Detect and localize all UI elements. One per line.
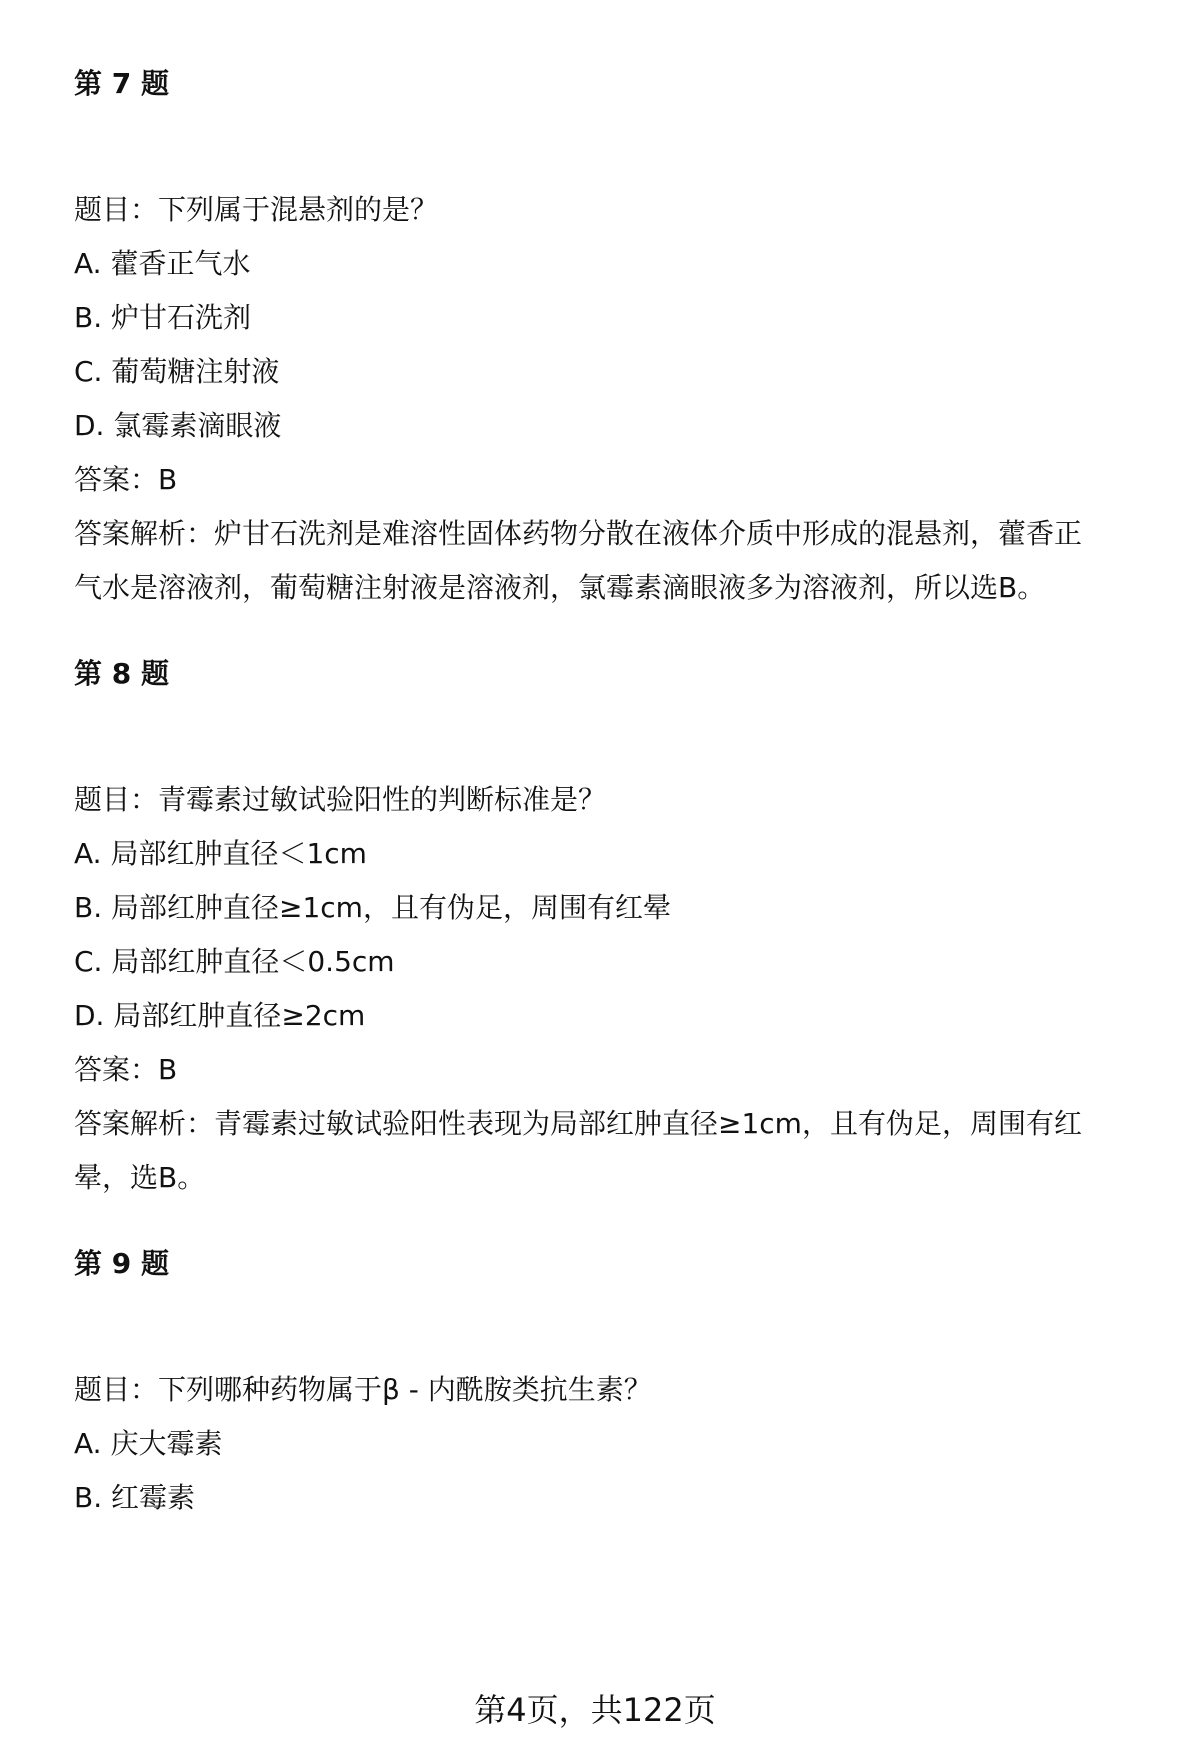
- option-a: A. 藿香正气水: [74, 247, 251, 280]
- option-b: B. 炉甘石洗剂: [74, 301, 252, 334]
- question-heading: 第 8 题: [74, 657, 169, 690]
- question-heading: 第 9 题: [74, 1247, 169, 1280]
- answer: 答案：B: [74, 463, 178, 496]
- answer: 答案：B: [74, 1053, 178, 1086]
- option-d: D. 局部红肿直径≥2cm: [74, 999, 366, 1032]
- question-text: 题目：下列属于混悬剂的是？: [74, 193, 439, 226]
- option-a: A. 庆大霉素: [74, 1427, 223, 1460]
- analysis-line-1: 答案解析：炉甘石洗剂是难溶性固体药物分散在液体介质中形成的混悬剂，藿香正: [74, 517, 1083, 550]
- question-text: 题目：下列哪种药物属于β - 内酰胺类抗生素？: [74, 1373, 652, 1406]
- analysis-line-2: 晕，选B。: [74, 1161, 206, 1194]
- option-b: B. 局部红肿直径≥1cm，且有伪足，周围有红晕: [74, 891, 671, 924]
- option-d: D. 氯霉素滴眼液: [74, 409, 282, 442]
- option-b: B. 红霉素: [74, 1481, 196, 1514]
- question-heading: 第 7 题: [74, 67, 169, 100]
- question-text: 题目：青霉素过敏试验阳性的判断标准是？: [74, 783, 607, 816]
- option-c: C. 局部红肿直径＜0.5cm: [74, 945, 395, 978]
- page-number-footer: 第4页，共122页: [474, 1691, 716, 1729]
- option-c: C. 葡萄糖注射液: [74, 355, 280, 388]
- analysis-line-2: 气水是溶液剂，葡萄糖注射液是溶液剂，氯霉素滴眼液多为溶液剂，所以选B。: [74, 571, 1046, 604]
- option-a: A. 局部红肿直径＜1cm: [74, 837, 367, 870]
- analysis-line-1: 答案解析：青霉素过敏试验阳性表现为局部红肿直径≥1cm，且有伪足，周围有红: [74, 1107, 1082, 1140]
